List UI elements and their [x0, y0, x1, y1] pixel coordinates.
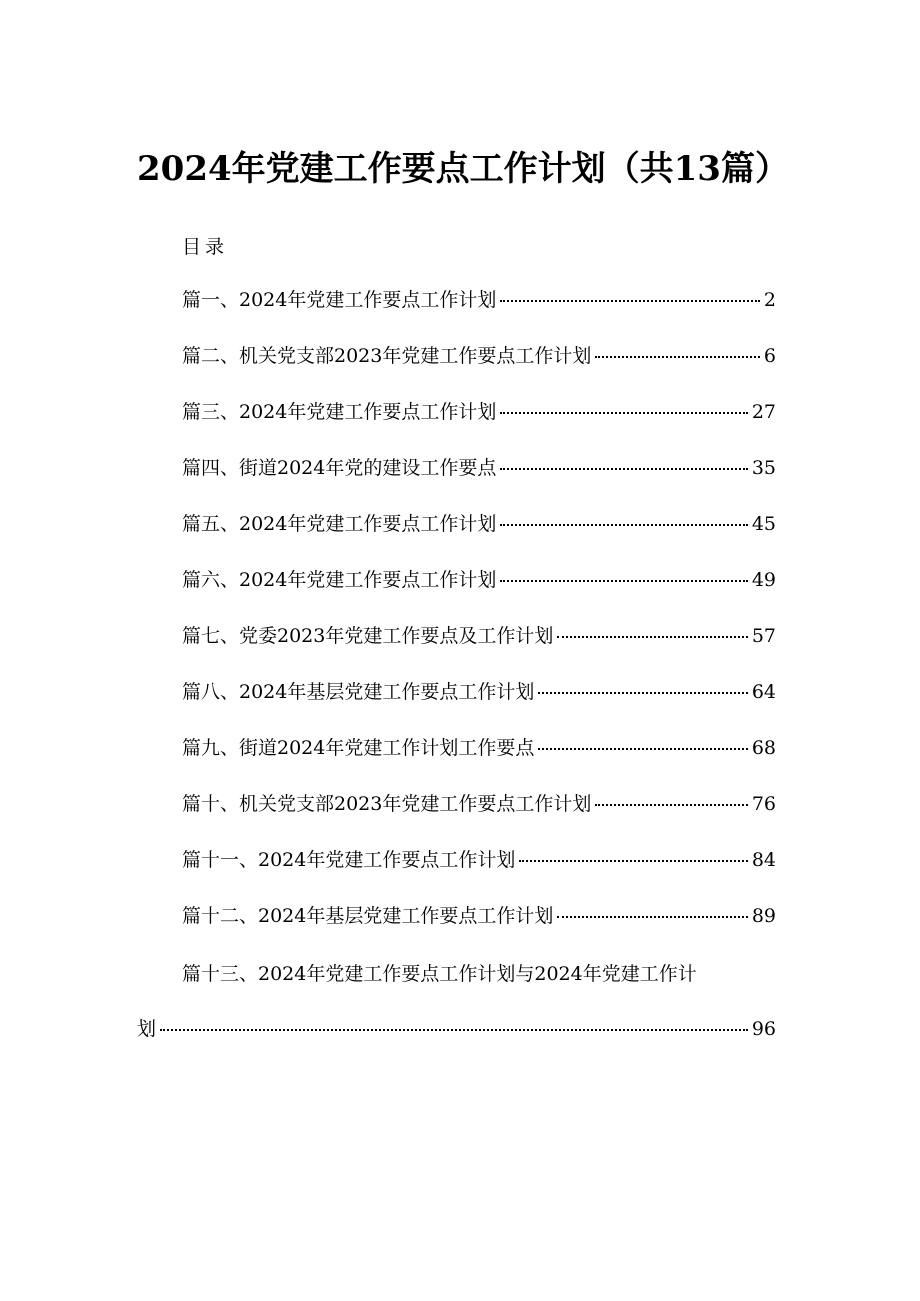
toc-entry[interactable] [182, 567, 776, 593]
toc-entry-page: 6 [763, 345, 776, 367]
toc-entry-page: 76 [751, 793, 776, 815]
toc-entry-page: 35 [751, 457, 776, 479]
toc-entry[interactable] [182, 847, 776, 873]
toc-entry-label: 篇七、党委2023年党建工作要点及工作计划 [182, 625, 554, 647]
toc-entry[interactable] [182, 511, 776, 537]
toc-entry-page: 49 [751, 569, 776, 591]
toc-entry[interactable] [182, 399, 776, 425]
toc-dot-leader [500, 580, 747, 582]
toc-entry-page: 96 [751, 1018, 776, 1040]
toc-entry[interactable] [182, 455, 776, 481]
toc-dot-leader [500, 468, 747, 470]
toc-dot-leader [500, 524, 747, 526]
toc-entry-label: 篇八、2024年基层党建工作要点工作计划 [182, 681, 535, 703]
toc-dot-leader [538, 748, 747, 750]
toc-entry-page: 64 [751, 681, 776, 703]
toc-entry[interactable] [182, 343, 776, 369]
toc-dot-leader [500, 412, 747, 414]
toc-entry-label: 篇五、2024年党建工作要点工作计划 [182, 513, 497, 535]
toc-entry[interactable] [182, 287, 776, 313]
toc-entry-label: 篇一、2024年党建工作要点工作计划 [182, 289, 497, 311]
toc-entry-page: 84 [751, 849, 776, 871]
toc-dot-leader [557, 636, 747, 638]
toc-entry-label: 篇三、2024年党建工作要点工作计划 [182, 401, 497, 423]
toc-dot-leader [557, 916, 747, 918]
toc-dot-leader [160, 1029, 748, 1031]
toc-dot-leader [595, 356, 760, 358]
toc-entry[interactable] [182, 623, 776, 649]
toc-entry-page: 89 [751, 905, 776, 927]
toc-entry-label: 篇六、2024年党建工作要点工作计划 [182, 569, 497, 591]
toc-entry-page: 2 [763, 289, 776, 311]
toc-dot-leader [595, 804, 747, 806]
toc-entry-label: 篇九、街道2024年党建工作计划工作要点 [182, 737, 535, 759]
toc-entry-label: 篇二、机关党支部2023年党建工作要点工作计划 [182, 345, 592, 367]
toc-entry-13-first-line[interactable]: 篇十三、2024年党建工作要点工作计划与2024年党建工作计 [182, 963, 697, 985]
toc-entry-label: 划 [137, 1018, 157, 1040]
toc-entry-page: 45 [751, 513, 776, 535]
toc-entry-page: 68 [751, 737, 776, 759]
toc-entry-label: 篇十一、2024年党建工作要点工作计划 [182, 849, 516, 871]
toc-dot-leader [500, 300, 760, 302]
toc-entry-label: 篇四、街道2024年党的建设工作要点 [182, 457, 497, 479]
toc-heading: 目录 [182, 236, 229, 258]
toc-entry[interactable] [182, 903, 776, 929]
toc-entry[interactable] [182, 679, 776, 705]
toc-entry-label: 篇十二、2024年基层党建工作要点工作计划 [182, 905, 554, 927]
toc-entry-13-continuation[interactable] [137, 1016, 776, 1042]
toc-entry-page: 27 [751, 401, 776, 423]
toc-entry-label: 篇十、机关党支部2023年党建工作要点工作计划 [182, 793, 592, 815]
toc-dot-leader [538, 692, 747, 694]
document-title: 2024年党建工作要点工作计划（共13篇） [137, 149, 789, 189]
toc-entry[interactable] [182, 791, 776, 817]
toc-entry-page: 57 [751, 625, 776, 647]
toc-dot-leader [519, 860, 747, 862]
toc-entry[interactable] [182, 735, 776, 761]
